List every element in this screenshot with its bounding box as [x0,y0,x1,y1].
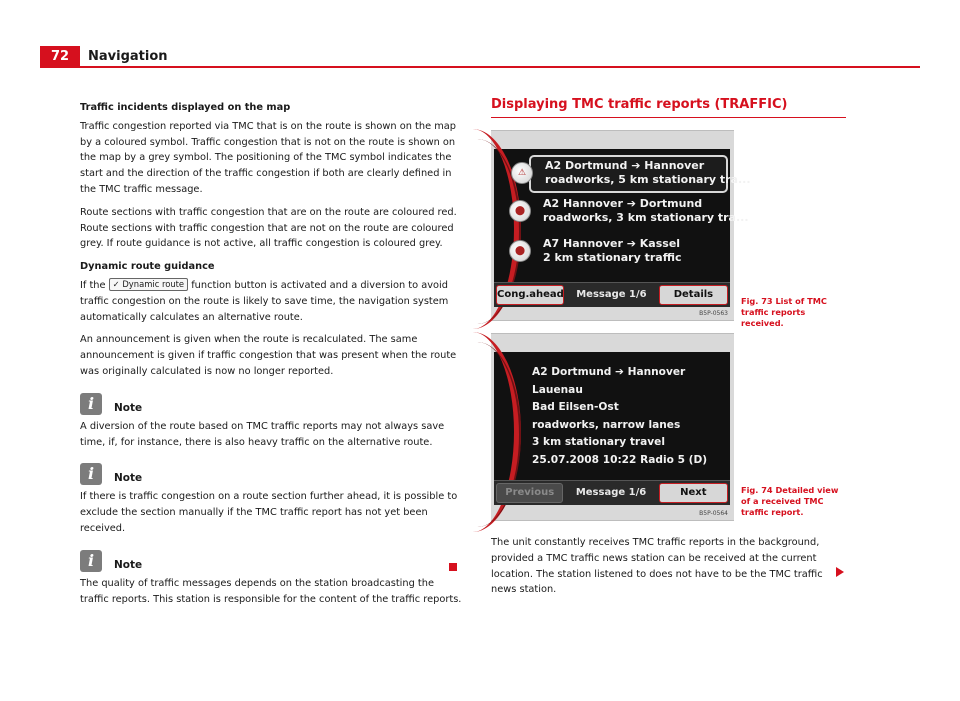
tmc-message-detail: roadworks, 5 km stationary tra... [545,173,751,186]
text-dynamic-route-desc: function button is activated and a diversion to avoid traffic congestion on the route is likely to save time, the navigation system automatically calculates an alternative route. [80,279,449,323]
info-icon: i [80,393,102,415]
note-1-text: A diversion of the route based on TMC traffic reports may not always save time, if, for instance, there is also heavy traffic on the alternative route. [80,420,445,448]
detail-line: Bad Eilsen-Ost [532,401,619,414]
tmc-message-item[interactable] [514,235,724,269]
traffic-symbol-icon: ⬤ [509,240,531,262]
tmc-message-detail: roadworks, 3 km stationary tra... [543,211,749,224]
previous-button[interactable]: Previous [496,483,563,503]
paragraph-route-colours: Route sections with traffic congestion that are on the route are coloured red. Route sections with traffic congestion that are not on the route are coloured grey. If route guidance is not active, all traffic congestion is coloured grey. [80,206,457,250]
tmc-message-route: A2 Hannover ➔ Dortmund [543,197,703,210]
detail-line: Lauenau [532,383,583,396]
figure-74-caption: Fig. 74 Detailed view of a received TMC traffic report. [741,485,839,517]
tmc-detail-text [532,364,707,470]
figure-74 [491,333,734,521]
details-button[interactable]: Details [659,285,728,305]
figure-code: B5P-0564 [699,510,728,517]
note-label: Note [114,558,143,571]
dynamic-route-button [109,278,188,291]
tmc-message-detail: 2 km stationary traffic [543,251,682,264]
message-counter: Message 1/6 [576,289,647,300]
section-end-square-icon [449,563,457,571]
section-title: Navigation [88,49,168,64]
detail-line: A2 Dortmund ➔ Hannover [532,366,686,378]
header-rule [40,66,920,68]
note-2-text: If there is traffic congestion on a route section further ahead, it is possible to exclude the section manually if the TMC traffic report has not yet been received. [80,491,458,534]
heading-dynamic-route: Dynamic route guidance [80,261,215,273]
paragraph-tmc-reception: The unit constantly receives TMC traffic reports in the background, provided a TMC traffic news station can be received at the current location. The station listened to does not have to be the TMC traffic news station. [491,537,823,596]
softkey-bar [494,282,730,307]
figure-73 [491,130,751,321]
tmc-message-route: A7 Hannover ➔ Kassel [543,237,681,250]
detail-line: roadworks, narrow lanes [532,418,681,431]
info-icon: i [80,463,102,485]
note-3-text: The quality of traffic messages depends on the station broadcasting the traffic reports. This station is responsible for the content of the traffic reports. [80,577,462,605]
left-column [80,100,463,614]
note-3-header [80,550,463,572]
note-2-header [80,463,463,485]
figure-code: B5P-0563 [699,310,728,317]
right-section-title: Displaying TMC traffic reports (TRAFFIC) [491,97,788,112]
tmc-message-item[interactable] [517,155,751,193]
paragraph-dynamic-route [80,278,463,325]
continue-arrow-icon [836,567,844,577]
paragraph-traffic-symbols: Traffic congestion reported via TMC that is on the route is shown on the map by a coloured symbol. Traffic congestion that is not on the route is shown on the map by a grey symbol. The positioning of the TMC symbol indicates the start and the direction of the traffic congestion if both are clearly defined in the TMC traffic message. [80,120,456,195]
checkmark-icon: ✓ [112,278,120,289]
traffic-symbol-icon: ⬤ [509,200,531,222]
tmc-list-screen [494,149,751,307]
message-counter: Message 1/6 [575,487,647,498]
info-icon: i [80,550,102,572]
softkey-bar [494,480,730,505]
page-number: 72 [40,46,80,68]
heading-traffic-incidents: Traffic incidents displayed on the map [80,102,291,113]
note-1-header [80,393,463,415]
tmc-detail-screen [494,352,730,505]
cong-ahead-button[interactable]: Cong.ahead [496,285,564,305]
note-label: Note [114,401,143,414]
detail-line: 25.07.2008 10:22 Radio 5 (D) [532,453,708,466]
next-button[interactable]: Next [659,483,728,503]
text-if-the: If the [80,279,106,291]
note-label: Note [114,472,143,485]
dynamic-route-label: Dynamic route [122,278,185,289]
right-section-rule [491,117,846,118]
detail-line: 3 km stationary travel [532,436,665,449]
tmc-message-route: A2 Dortmund ➔ Hannover [545,159,705,172]
roadworks-icon: ⚠ [511,162,533,184]
paragraph-announcement: An announcement is given when the route is recalculated. The same announcement is given if traffic congestion that was present when the route was originally calculated is now no longer reported. [80,334,457,377]
figure-73-caption: Fig. 73 List of TMC traffic reports received. [741,296,827,328]
tmc-message-item[interactable] [514,195,749,229]
